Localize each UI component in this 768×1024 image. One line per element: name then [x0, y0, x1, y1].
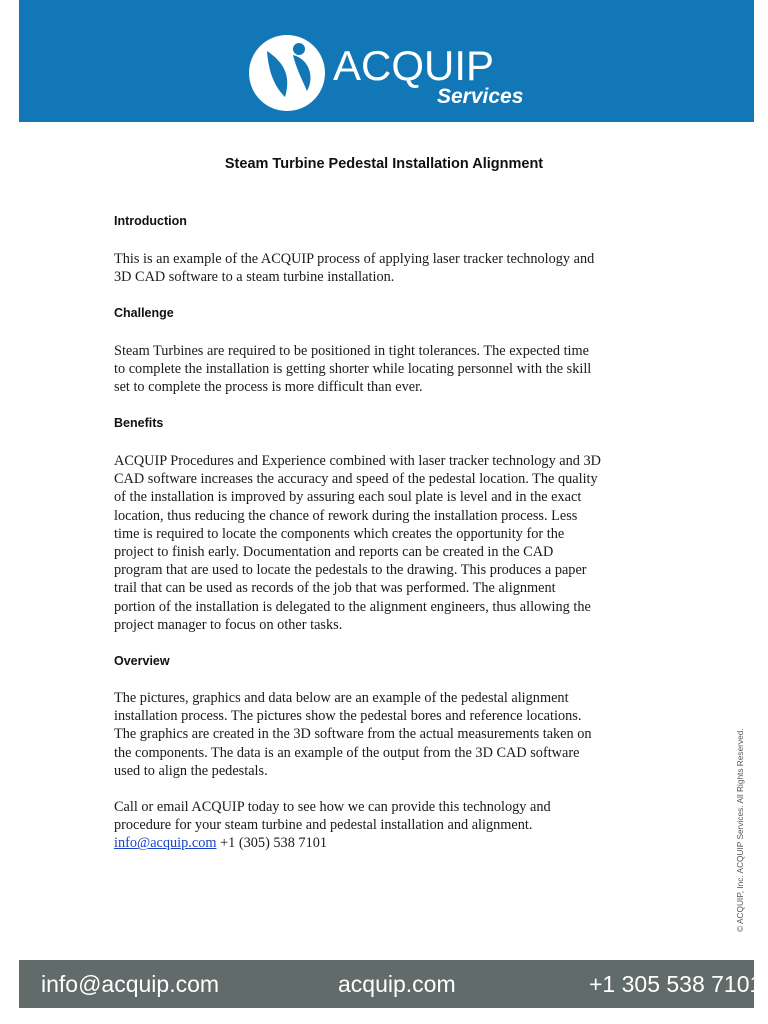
logo-subtitle: Services	[437, 85, 524, 108]
text-line: ACQUIP Procedures and Experience combined with laser tracker technology and 3D	[114, 453, 601, 469]
text-line: set to complete the process is more difficult than ever.	[114, 379, 423, 396]
text-line: used to align the pedestals.	[114, 762, 268, 779]
text-line: trail that can be used as records of the job that was performed. The alignment	[114, 580, 556, 597]
footer-email[interactable]: info@acquip.com	[41, 971, 220, 997]
footer-phone[interactable]: +1 305 538 7101	[589, 971, 763, 997]
text-line: This is an example of the ACQUIP process of applying laser tracker technology and	[114, 251, 595, 267]
text-line: of the installation is improved by assuring each soul plate is level and in the exact	[114, 489, 582, 506]
text-line: Call or email ACQUIP today to see how we can provide this technology and	[114, 799, 551, 815]
text-line: CAD software increases the accuracy and speed of the pedestal location. The quality	[114, 471, 598, 488]
text-line: 3D CAD software to a steam turbine installation.	[114, 269, 395, 286]
text-line: Steam Turbines are required to be positioned in tight tolerances. The expected time	[114, 343, 589, 359]
section-body-benefits	[114, 452, 659, 634]
header-banner	[19, 0, 754, 122]
text-line: portion of the installation is delegated to the alignment engineers, thus allowing the	[114, 598, 591, 615]
section-heading-challenge: Challenge	[114, 306, 174, 320]
email-link[interactable]: info@acquip.com	[114, 835, 217, 852]
footer-website[interactable]: acquip.com	[338, 971, 456, 997]
text-line: to complete the installation is getting shorter while locating personnel with the skill	[114, 361, 592, 378]
phone-number: +1 (305) 538 7101	[216, 835, 328, 852]
text-line: project manager to focus on other tasks.	[114, 616, 343, 633]
text-line: The graphics are created in the 3D software from the actual measurements taken on	[114, 726, 592, 743]
footer-bar	[19, 960, 763, 1008]
text-line: location, thus reducing the chance of rework during the installation process. Less	[114, 507, 578, 524]
section-heading-overview: Overview	[114, 654, 170, 668]
acquip-logo	[247, 33, 547, 115]
call-to-action	[114, 798, 659, 853]
logo-name: ACQUIP	[333, 42, 495, 89]
text-line: time is required to locate the components which creates the opportunity for the	[114, 525, 565, 542]
section-body-overview	[114, 689, 659, 780]
side-copyright: © ACQUIP, Inc. ACQUIP Services. All Rights Reserved.	[735, 728, 745, 932]
section-heading-introduction: Introduction	[114, 214, 187, 228]
document-title: Steam Turbine Pedestal Installation Alignment	[224, 156, 544, 172]
text-line: the components. The data is an example of the output from the 3D CAD software	[114, 744, 580, 761]
section-heading-benefits: Benefits	[114, 416, 164, 430]
contact-line	[114, 834, 659, 852]
text-line: project to finish early. Documentation and reports can be created in the CAD	[114, 544, 554, 561]
acquip-globe-icon	[247, 33, 327, 113]
text-line: The pictures, graphics and data below are an example of the pedestal alignment	[114, 690, 569, 706]
section-body-challenge	[114, 342, 659, 397]
section-body-introduction	[114, 250, 659, 286]
text-line: procedure for your steam turbine and pedestal installation and alignment.	[114, 817, 533, 834]
text-line: program that are used to locate the pedestals to the drawing. This produces a paper	[114, 562, 587, 579]
text-line: installation process. The pictures show the pedestal bores and reference locations.	[114, 708, 582, 725]
